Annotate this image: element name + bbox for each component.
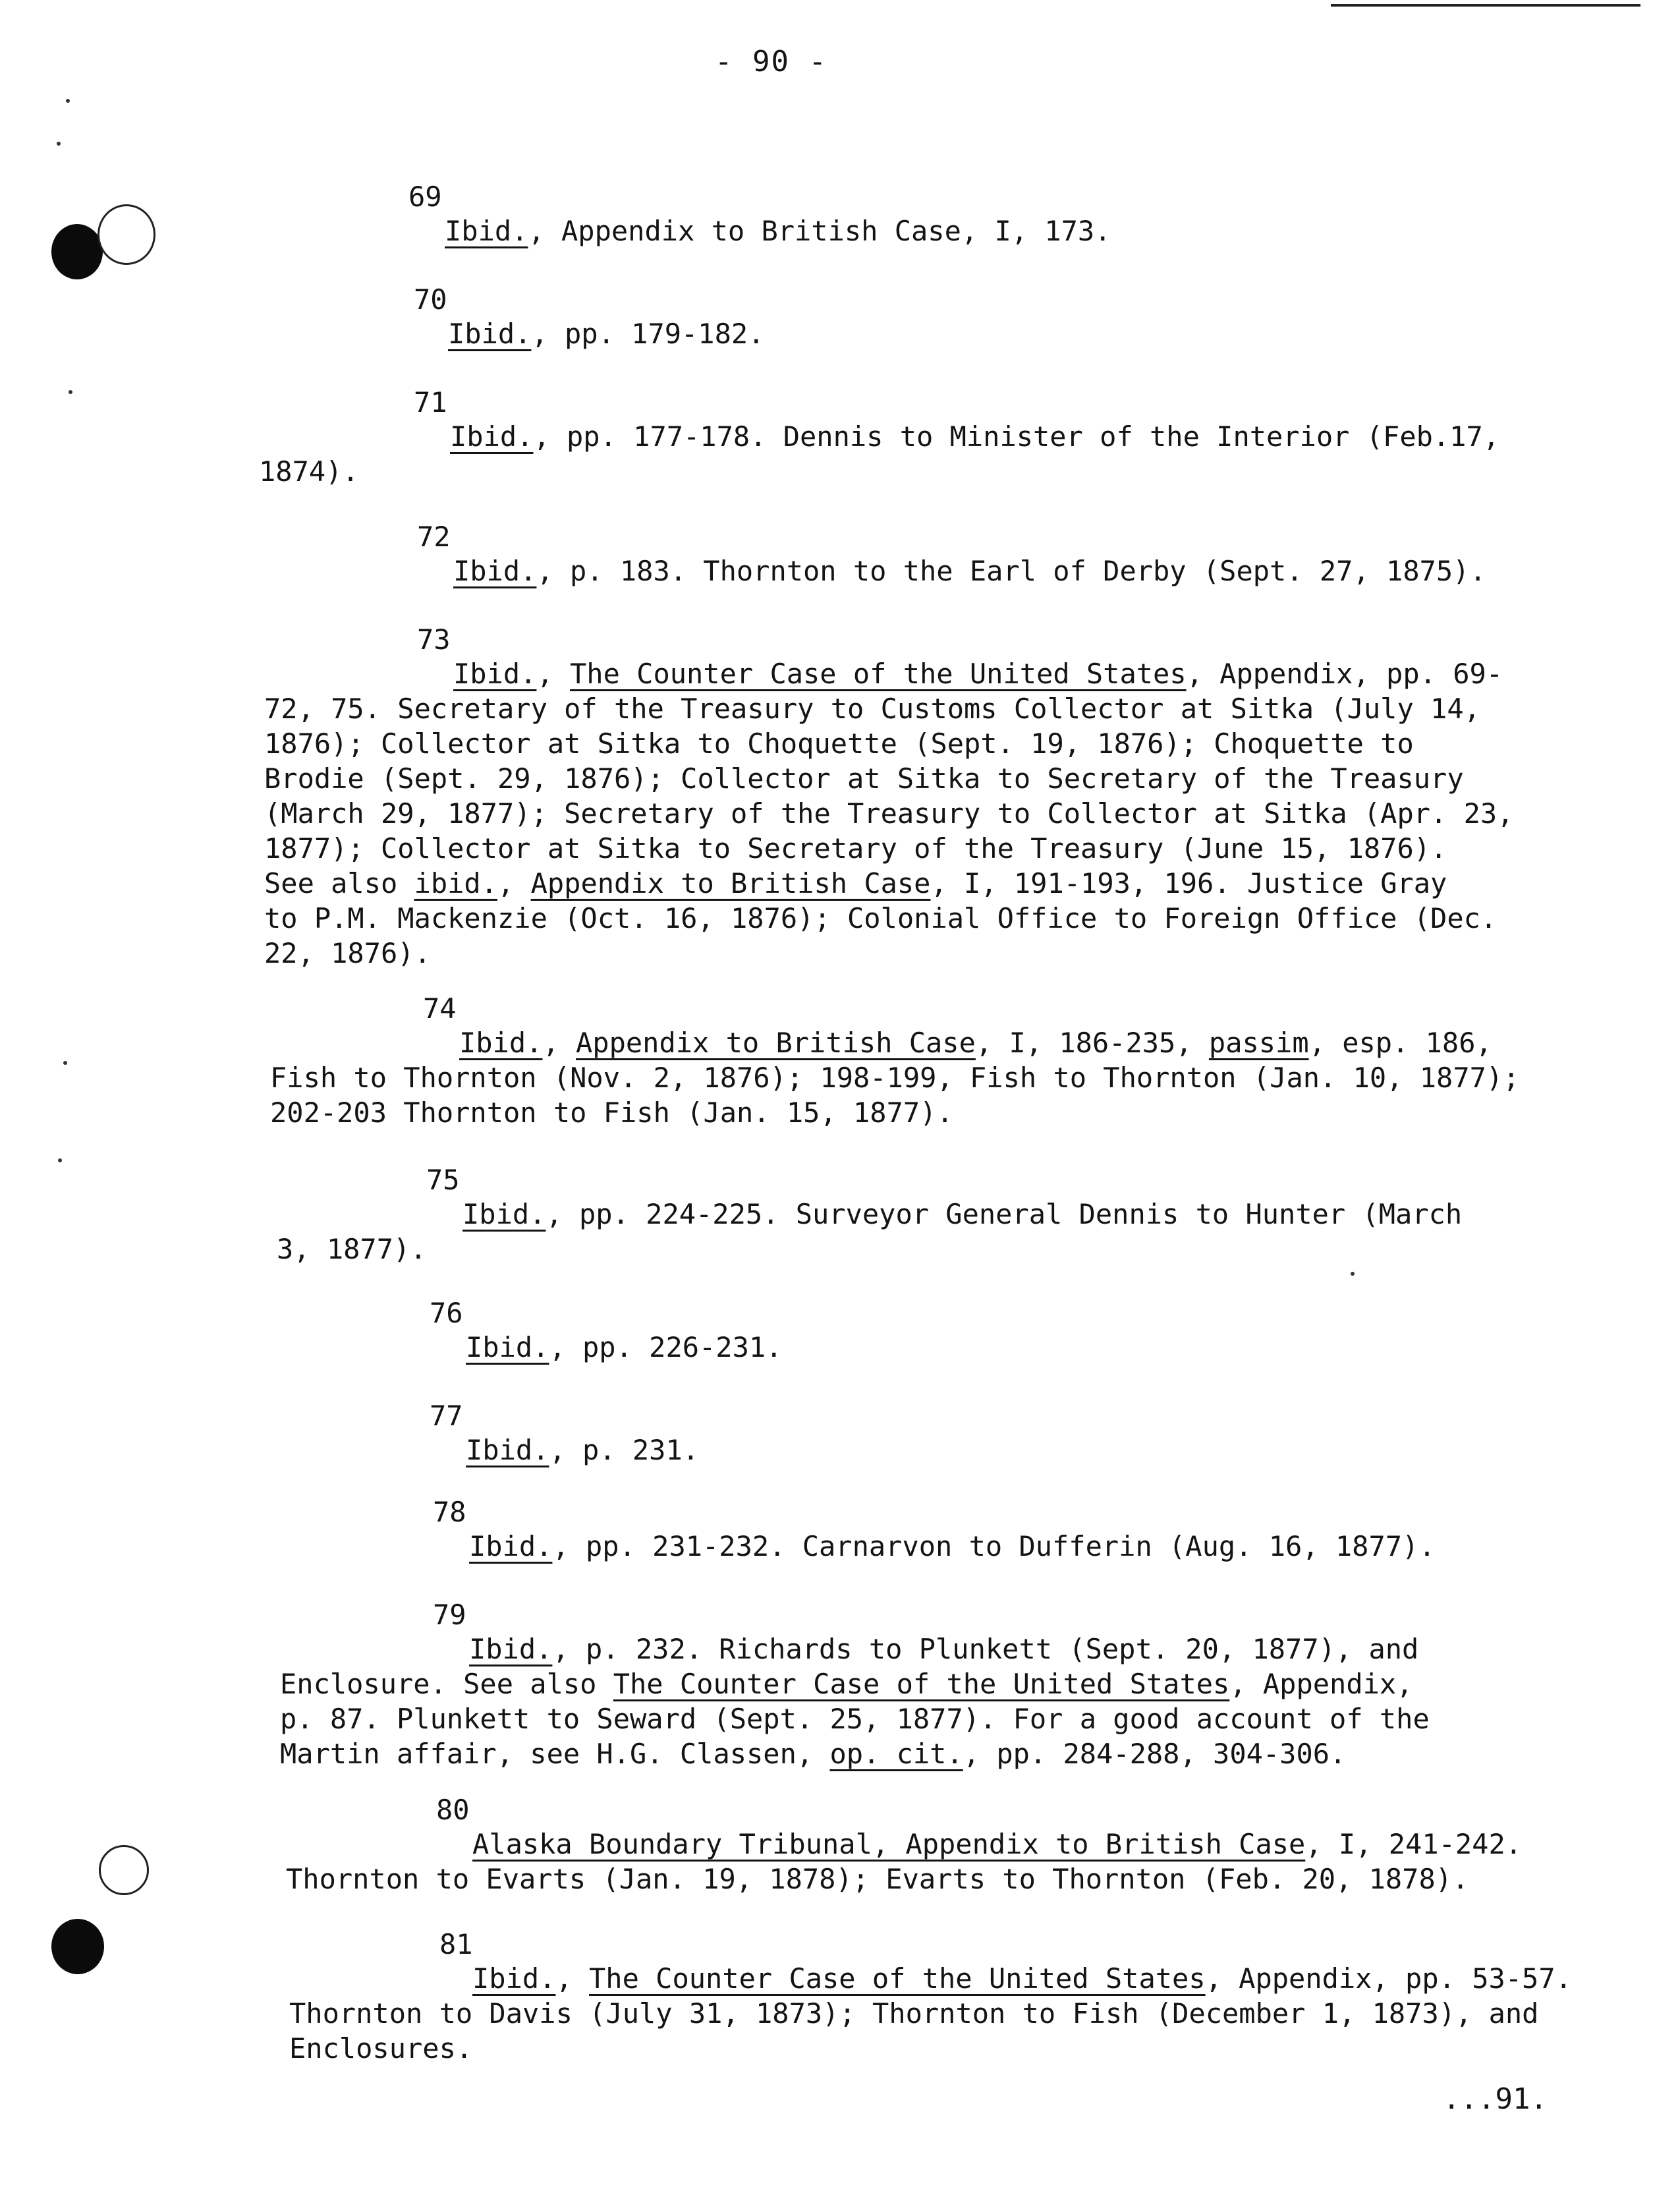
footnote-line: [472, 1961, 1625, 1996]
footnote-line: [469, 1632, 1619, 1666]
footnote-text: 3, 1877).: [277, 1233, 427, 1265]
footnote-text: 72, 75. Secretary of the Treasury to Customs Collector at Sitka (July 14,: [264, 693, 1480, 725]
underlined-citation: The Counter Case of the United States: [613, 1668, 1230, 1700]
footnote-text: Thornton to Evarts (Jan. 19, 1878); Evarts to Thornton (Feb. 20, 1878).: [286, 1863, 1469, 1895]
speck: [1351, 1272, 1355, 1276]
footnote-line: [280, 1701, 1619, 1736]
underlined-citation: Ibid.: [466, 1331, 549, 1363]
footnote-80: [286, 1794, 1622, 1896]
footnote-line: [469, 1529, 1619, 1564]
footnote-text: , pp. 226-231.: [549, 1331, 783, 1363]
punch-hole-top: [51, 224, 103, 279]
footnote-text: Thornton to Davis (July 31, 1873); Thornton to Fish (December 1, 1873), and: [289, 1997, 1539, 2030]
footnote-text: , p. 231.: [549, 1434, 700, 1466]
footnote-number: 69: [408, 181, 442, 213]
footnote-text: , pp. 179-182.: [531, 318, 765, 350]
footnote-number: 81: [439, 1928, 473, 1960]
footnote-69: [408, 182, 1186, 248]
footnote-line: [445, 213, 1186, 248]
underlined-citation: Ibid.: [459, 1027, 543, 1059]
underlined-citation: op. cit.: [829, 1738, 963, 1770]
footnote-text: , pp. 224-225. Surveyor General Dennis to Hunter (March: [546, 1198, 1463, 1230]
footnote-number: 76: [430, 1297, 463, 1329]
footnote-number: 77: [430, 1400, 463, 1432]
footnote-line: [466, 1433, 1207, 1467]
footnote-73: [264, 623, 1603, 971]
footnote-line: [264, 831, 1603, 866]
punch-hole-bottom: [51, 1919, 104, 1974]
footnote-text: to P.M. Mackenzie (Oct. 16, 1876); Colonial Office to Foreign Office (Dec.: [264, 902, 1498, 934]
footnote-text: Enclosure. See also: [280, 1668, 613, 1700]
footnote-81: [289, 1928, 1625, 2066]
underlined-citation: Ibid.: [462, 1198, 546, 1230]
underlined-citation: Ibid.: [453, 658, 537, 690]
footnote-line: [270, 1060, 1609, 1095]
footnote-text: , p. 183. Thornton to the Earl of Derby (Sept. 27, 1875).: [536, 555, 1486, 587]
footnote-text: ,: [542, 1027, 576, 1059]
footnote-79: [280, 1599, 1619, 1771]
footnote-number: 72: [417, 521, 451, 553]
footnote-line: [280, 1666, 1619, 1701]
footnote-number: 78: [433, 1496, 466, 1528]
footnote-number: 71: [414, 386, 447, 418]
footnote-text: , I, 186-235,: [975, 1027, 1209, 1059]
footnote-line: [264, 691, 1603, 726]
footnote-line: [270, 1095, 1609, 1130]
speck: [58, 1158, 62, 1162]
footnote-text: 1874).: [259, 455, 359, 488]
footnote-line: [448, 316, 1191, 351]
footnote-line: [289, 1996, 1625, 2031]
underlined-citation: The Counter Case of the United States: [589, 1962, 1206, 1995]
footnote-text: , Appendix, pp. 53-57.: [1205, 1962, 1572, 1995]
footnote-text: ,: [536, 658, 571, 690]
footnote-line: [289, 2031, 1625, 2066]
footnote-text: , Appendix,: [1229, 1668, 1413, 1700]
footnote-line: [453, 656, 1603, 691]
underlined-citation: Appendix to British Case: [530, 867, 931, 899]
footnote-number: 70: [414, 283, 447, 316]
speck: [66, 99, 70, 103]
footnote-text: , Appendix to British Case, I, 173.: [528, 215, 1111, 247]
footnote-text: , Appendix, pp. 69-: [1186, 658, 1503, 690]
footnote-line: [264, 866, 1603, 901]
punch-hole-ring-middle: [99, 1845, 149, 1895]
underlined-citation: passim: [1208, 1027, 1309, 1059]
footnote-text: , I, 241-242.: [1305, 1828, 1523, 1860]
footnote-line: [286, 1862, 1622, 1896]
underlined-citation: Ibid.: [445, 215, 528, 247]
footnote-text: , esp. 186,: [1308, 1027, 1492, 1059]
footnote-74: [270, 992, 1609, 1130]
footnote-text: , pp. 284-288, 304-306.: [963, 1738, 1347, 1770]
underlined-citation: Alaska Boundary Tribunal, Appendix to British Case: [472, 1828, 1306, 1860]
continuation-marker: ...91.: [1443, 2082, 1548, 2116]
footnote-line: [472, 1827, 1622, 1862]
footnote-75: [277, 1164, 1612, 1266]
footnote-number: 74: [423, 992, 457, 1025]
underlined-citation: Ibid.: [448, 318, 532, 350]
underlined-citation: Ibid.: [469, 1633, 553, 1665]
page-number: - 90 -: [715, 45, 827, 78]
speck: [69, 390, 72, 394]
footnote-line: [453, 554, 1603, 588]
punch-hole-ring-top: [98, 204, 155, 265]
footnote-text: (March 29, 1877); Secretary of the Treasury to Collector at Sitka (Apr. 23,: [264, 797, 1514, 830]
underlined-citation: Ibid.: [450, 420, 534, 453]
footnote-70: [414, 285, 1191, 351]
footnote-text: Fish to Thornton (Nov. 2, 1876); 198-199, Fish to Thornton (Jan. 10, 1877);: [270, 1062, 1520, 1094]
underlined-citation: Ibid.: [472, 1962, 556, 1995]
footnote-text: ,: [555, 1962, 590, 1995]
underlined-citation: Appendix to British Case: [576, 1027, 976, 1059]
speck: [57, 142, 61, 146]
footnote-text: , pp. 177-178. Dennis to Minister of the Interior (Feb.17,: [533, 420, 1500, 453]
footnote-line: [264, 761, 1603, 796]
footnote-text: Martin affair, see H.G. Classen,: [280, 1738, 830, 1770]
footnote-text: 1876); Collector at Sitka to Choquette (Sept. 19, 1876); Choquette to: [264, 727, 1414, 760]
footnote-76: [430, 1298, 1207, 1365]
footnote-text: , pp. 231-232. Carnarvon to Dufferin (Aug. 16, 1877).: [552, 1530, 1436, 1562]
footnote-number: 75: [426, 1164, 460, 1196]
footnote-text: ,: [497, 867, 531, 899]
footnote-line: [264, 901, 1603, 936]
footnote-72: [417, 522, 1603, 588]
speck: [63, 1061, 67, 1065]
footnote-line: [264, 936, 1603, 971]
footnote-line: [280, 1736, 1619, 1771]
underlined-citation: ibid.: [414, 867, 498, 899]
footnote-line: [264, 726, 1603, 761]
footnote-77: [430, 1401, 1207, 1467]
footnote-text: , I, 191-193, 196. Justice Gray: [930, 867, 1447, 899]
underlined-citation: Ibid.: [469, 1530, 553, 1562]
footnote-71: [259, 386, 1600, 489]
footnote-text: p. 87. Plunkett to Seward (Sept. 25, 1877). For a good account of the: [280, 1703, 1430, 1735]
footnote-text: Enclosures.: [289, 2032, 473, 2064]
footnote-line: [259, 454, 1600, 489]
footnote-number: 79: [433, 1599, 466, 1631]
footnote-number: 80: [436, 1794, 470, 1826]
top-edge-rule: [1331, 4, 1640, 7]
footnote-number: 73: [417, 623, 451, 656]
footnote-line: [459, 1025, 1609, 1060]
footnote-text: 22, 1876).: [264, 937, 431, 969]
footnote-text: Brodie (Sept. 29, 1876); Collector at Sitka to Secretary of the Treasury: [264, 762, 1464, 795]
footnote-line: [462, 1197, 1612, 1232]
footnote-line: [264, 796, 1603, 831]
underlined-citation: Ibid.: [453, 555, 537, 587]
footnote-text: See also: [264, 867, 414, 899]
footnote-text: , p. 232. Richards to Plunkett (Sept. 20, 1877), and: [552, 1633, 1419, 1665]
footnote-text: 1877); Collector at Sitka to Secretary of the Treasury (June 15, 1876).: [264, 832, 1447, 865]
footnote-78: [433, 1497, 1619, 1564]
underlined-citation: The Counter Case of the United States: [570, 658, 1187, 690]
underlined-citation: Ibid.: [466, 1434, 549, 1466]
footnote-line: [450, 419, 1600, 454]
footnote-text: 202-203 Thornton to Fish (Jan. 15, 1877).: [270, 1096, 953, 1129]
footnote-line: [277, 1232, 1612, 1266]
footnote-line: [466, 1330, 1207, 1365]
